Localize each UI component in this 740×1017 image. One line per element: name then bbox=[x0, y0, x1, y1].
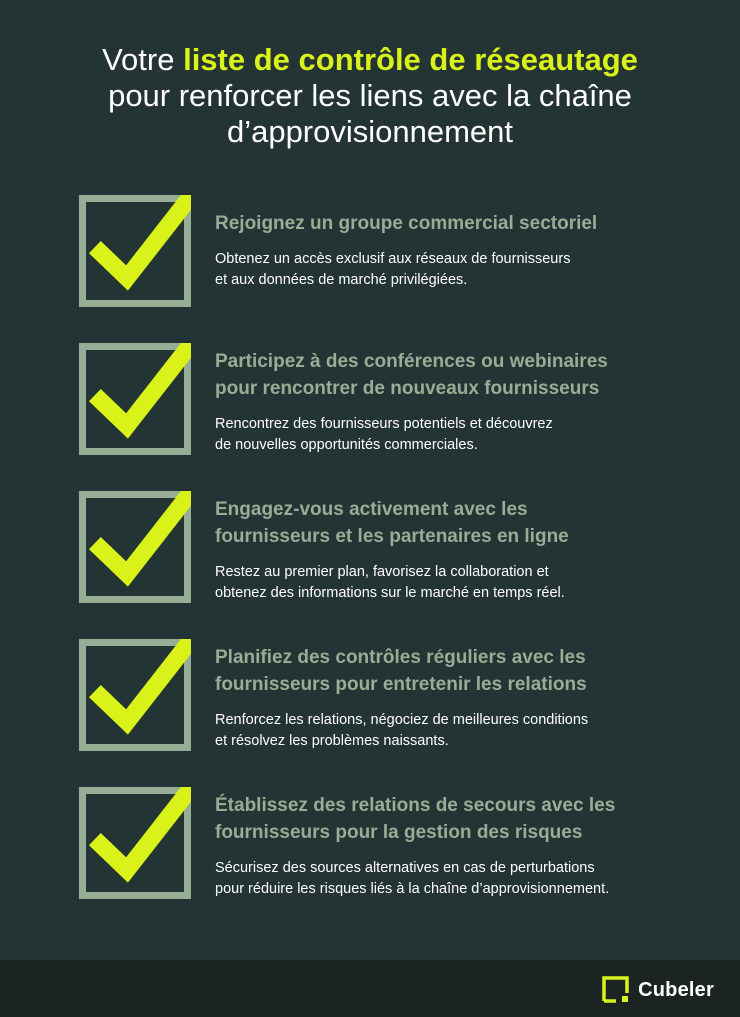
item-heading: Engagez-vous activement avec les fournisseurs et les partenaires en ligne bbox=[215, 499, 569, 547]
item-description: Sécurisez des sources alternatives en cas de perturbations pour réduire les risques liés à la chaîne d’approvisionnement. bbox=[215, 860, 610, 897]
checklist-item bbox=[0, 787, 740, 917]
cubeler-logo-icon bbox=[602, 976, 630, 1004]
checked-checkbox-icon bbox=[79, 491, 191, 603]
checked-checkbox-icon bbox=[79, 343, 191, 455]
item-description: Renforcez les relations, négociez de meilleures conditions et résolvez les problèmes naissants. bbox=[215, 712, 589, 749]
item-heading: Planifiez des contrôles réguliers avec les fournisseurs pour entretenir les relations bbox=[215, 647, 587, 695]
checklist-item bbox=[0, 639, 740, 769]
item-heading: Établissez des relations de secours avec les fournisseurs pour la gestion des risques bbox=[215, 795, 616, 843]
footer-bar bbox=[0, 960, 740, 1017]
title-line-2: pour renforcer les liens avec la chaîne bbox=[108, 78, 632, 113]
checked-checkbox-icon bbox=[79, 639, 191, 751]
checked-checkbox-icon bbox=[79, 787, 191, 899]
title-line-3: d’approvisionnement bbox=[226, 114, 514, 149]
item-description: Obtenez un accès exclusif aux réseaux de fournisseurs et aux données de marché privilégiées. bbox=[215, 251, 571, 288]
checklist-item bbox=[0, 343, 740, 473]
title-highlight: liste de contrôle de réseautage bbox=[183, 42, 638, 77]
item-description: Restez au premier plan, favorisez la collaboration et obtenez des informations sur le marché en temps réel. bbox=[215, 564, 565, 601]
checklist-item bbox=[0, 195, 740, 325]
page-title bbox=[0, 42, 740, 150]
item-description: Rencontrez des fournisseurs potentiels et découvrez de nouvelles opportunités commerciales. bbox=[215, 416, 553, 453]
item-heading: Participez à des conférences ou webinaires pour rencontrer de nouveaux fournisseurs bbox=[215, 351, 608, 399]
title-line-1 bbox=[0, 42, 740, 78]
item-heading: Rejoignez un groupe commercial sectoriel bbox=[215, 213, 598, 234]
brand-logo bbox=[602, 976, 714, 1004]
brand-name: Cubeler bbox=[638, 978, 714, 1001]
checked-checkbox-icon bbox=[79, 195, 191, 307]
title-prefix: Votre bbox=[102, 42, 184, 77]
checklist-item bbox=[0, 491, 740, 621]
